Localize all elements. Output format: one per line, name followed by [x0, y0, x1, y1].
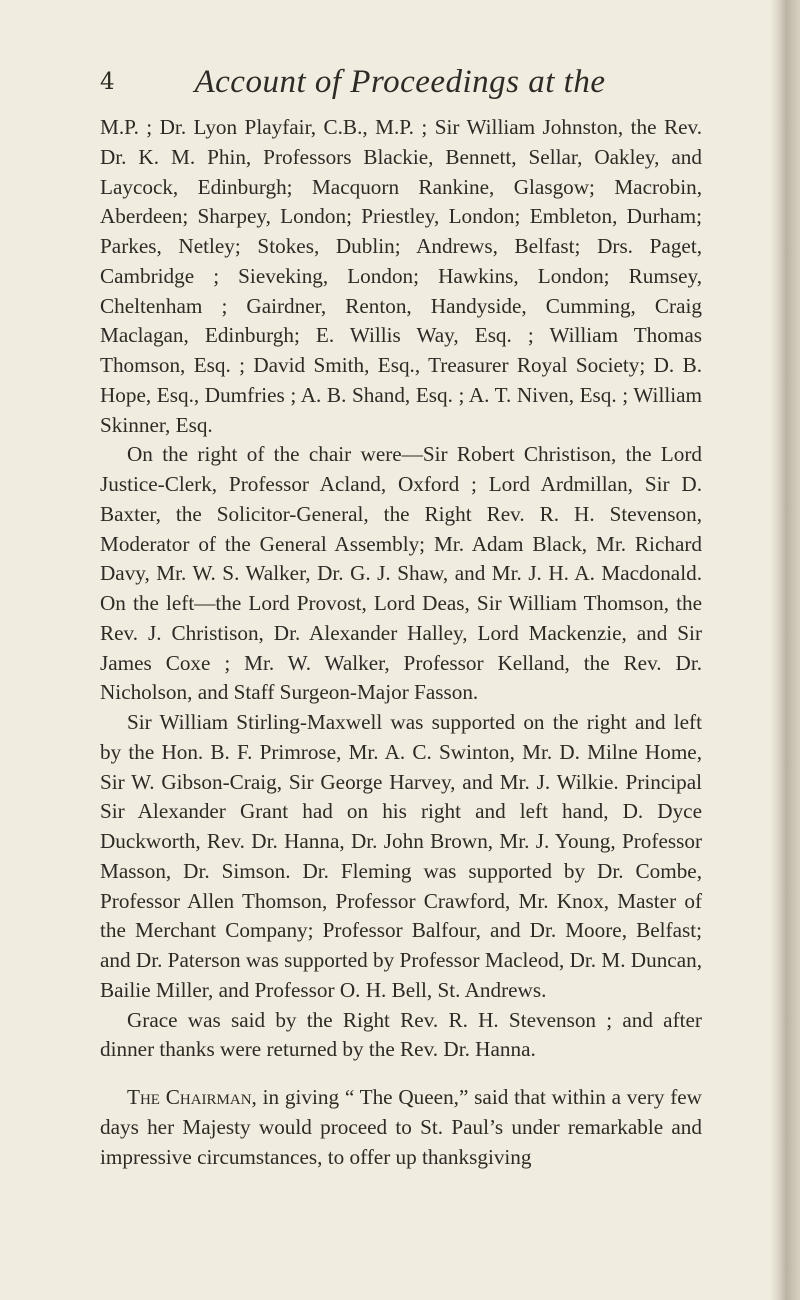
- page-edge-shadow: [770, 0, 800, 1300]
- page-number: 4: [100, 69, 115, 95]
- paragraph-guest-list: M.P. ; Dr. Lyon Playfair, C.B., M.P. ; Sir William Johnston, the Rev. Dr. K. M. Phin, Professors Blackie, Bennett, Sellar, Oakley, and Laycock, Edinburgh; Macquorn Rankine, Glasgow; Macrobin, Aberdeen; Sharpey, London; Priestley, London; Embleton, Durham; Parkes, Netley; Stokes, Dublin; Andrews, Belfast; Drs. Paget, Cambridge ; Sieveking, London; Hawkins, London; Rumsey, Cheltenham ; Gairdner, Renton, Handyside, Cumming, Craig Maclagan, Edinburgh; E. Willis Way, Esq. ; William Thomas Thomson, Esq. ; David Smith, Esq., Treasurer Royal Society; D. B. Hope, Esq., Dumfries ; A. B. Shand, Esq. ; A. T. Niven, Esq. ; William Skinner, Esq.: [100, 115, 702, 437]
- paragraph-seating-chair: On the right of the chair were—Sir Robert Christison, the Lord Justice-Clerk, Professor Acland, Oxford ; Lord Ardmillan, Sir D. Baxter, the Solicitor-General, the Right Rev. R. H. Stevenson, Moderator of the General Assembly; Mr. Adam Black, Mr. Richard Davy, Mr. W. S. Walker, Dr. G. J. Shaw, and Mr. J. H. A. Macdonald. On the left—the Lord Provost, Lord Deas, Sir William Thomson, the Rev. J. Christison, Dr. Alexander Halley, Lord Mackenzie, and Sir James Coxe ; Mr. W. Walker, Professor Kelland, the Rev. Dr. Nicholson, and Staff Surgeon-Major Fasson.: [100, 442, 702, 705]
- speaker-name: The Chairman,: [127, 1085, 257, 1109]
- page-header: [0, 62, 800, 102]
- paragraph-chairman-toast: [100, 1083, 702, 1172]
- paragraph-gap: [100, 1065, 702, 1083]
- running-title: Account of Proceedings at the: [194, 64, 606, 100]
- paragraph-seating-supporters: Sir William Stirling-Maxwell was supported on the right and left by the Hon. B. F. Primrose, Mr. A. C. Swinton, Mr. D. Milne Home, Sir W. Gibson-Craig, Sir George Harvey, and Mr. J. Wilkie. Principal Sir Alexander Grant had on his right and left hand, D. Dyce Duckworth, Rev. Dr. Hanna, Dr. John Brown, Mr. J. Young, Professor Masson, Dr. Simson. Dr. Fleming was supported by Dr. Combe, Professor Allen Thomson, Professor Crawford, Mr. Knox, Master of the Merchant Company; Professor Balfour, and Dr. Moore, Belfast; and Dr. Paterson was supported by Professor Macleod, Dr. M. Duncan, Bailie Miller, and Professor O. H. Bell, St. Andrews.: [100, 710, 702, 1002]
- toast-text: in giving “ The Queen,” said that within a very few days her Majesty would proceed to St. Paul’s under remarkable and impressive circumstances, to offer up thanksgiving: [100, 1085, 702, 1169]
- paragraph-grace: Grace was said by the Right Rev. R. H. Stevenson ; and after dinner thanks were returned by the Rev. Dr. Hanna.: [100, 1007, 702, 1062]
- body-text: [100, 113, 702, 1172]
